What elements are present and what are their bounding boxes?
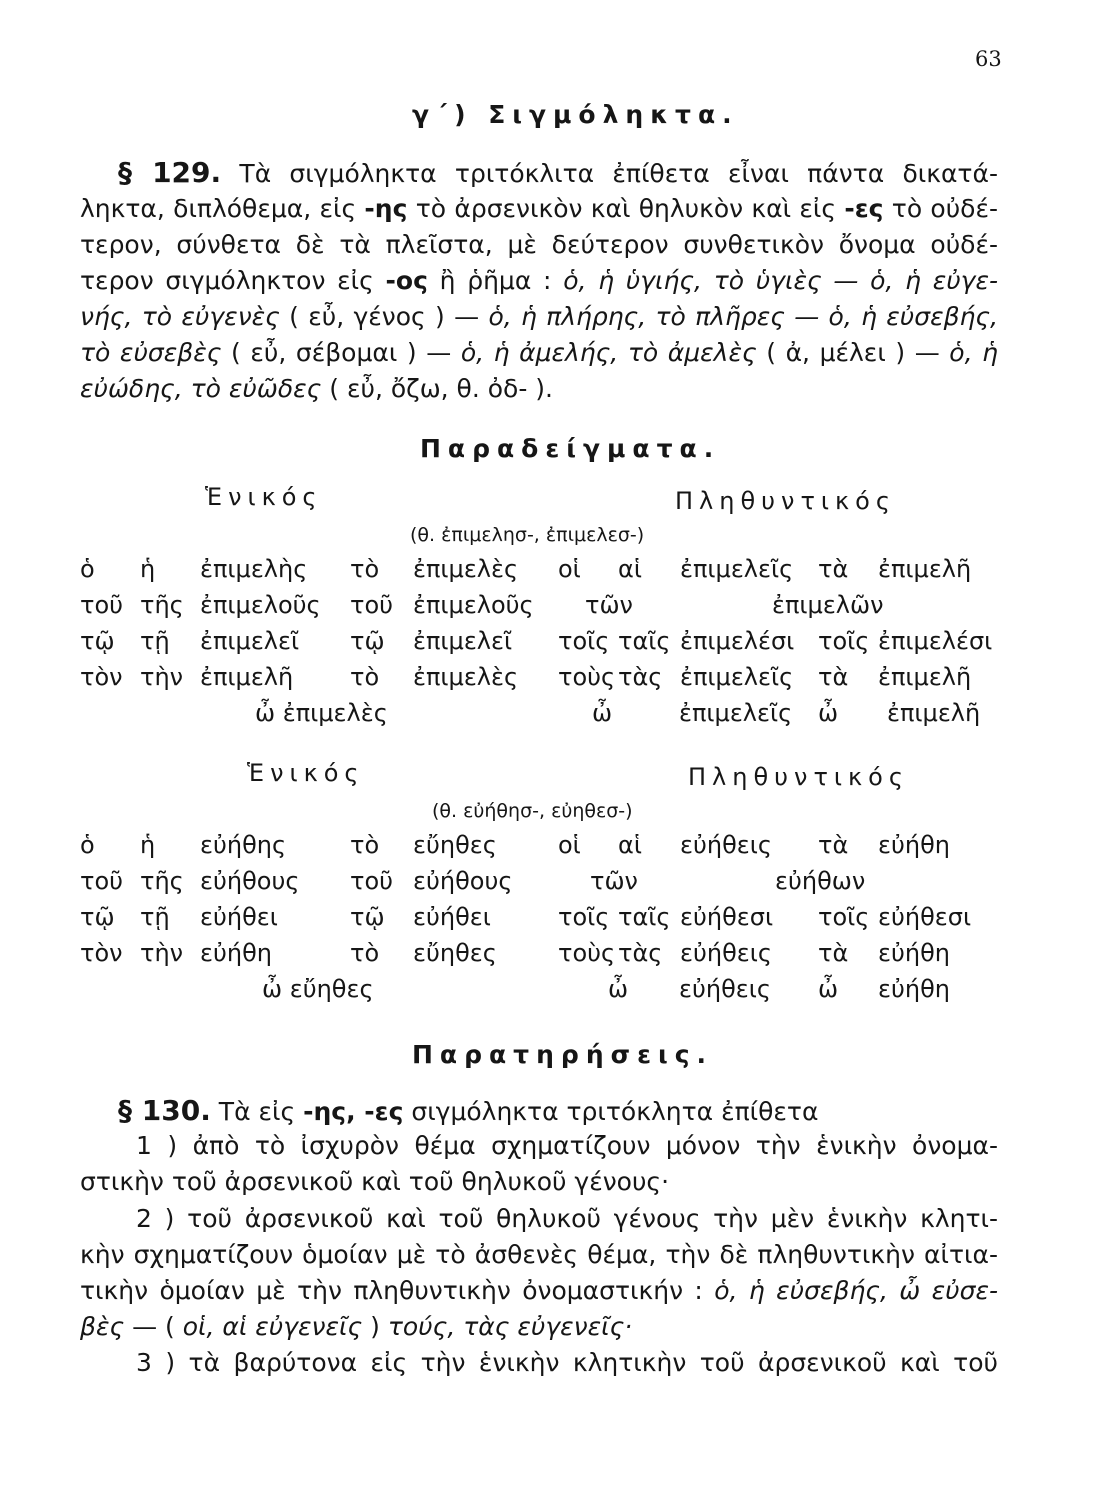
para129-line-6 xyxy=(80,338,998,368)
cell-pl-masc-fem-form: ἐπιμελέσι xyxy=(680,627,795,655)
cell-neut-form: ἐπιμελοῦς xyxy=(413,591,534,619)
cell-pl-masc-article: τῶν xyxy=(585,591,633,619)
cell-pl-fem-article: τὰς xyxy=(618,939,663,967)
cell-pl-neut-article: τὰ xyxy=(818,555,849,583)
text: τικὴν ὁμοίαν μὲ τὴν πληθυντικὴν ὀνομαστικήν : xyxy=(80,1276,715,1305)
cell-pl-masc-fem-form: ἐπιμελεῖς xyxy=(680,663,794,691)
example: ὁ, ἡ ὑγιής, τὸ ὑγιὲς — ὁ, ἡ εὐγε- xyxy=(563,266,999,295)
cell-masc-fem-form: ἐπιμελῆ xyxy=(200,663,294,691)
ending-es: -ες xyxy=(844,194,884,223)
example: τὸ εὐσεβὲς xyxy=(80,338,222,367)
example: οἱ, αἱ εὐγενεῖς xyxy=(182,1312,363,1341)
cell-pl-fem-article: τὰς xyxy=(618,663,663,691)
cell-fem-article: τὴν xyxy=(140,939,184,967)
text: ληκτα, διπλόθεμα, εἰς xyxy=(80,194,365,223)
singular-label: Ἑνικός xyxy=(247,759,365,787)
cell-neut-form: εὔηθες xyxy=(413,831,497,859)
cell-pl-masc-article: τοὺς xyxy=(558,663,616,691)
cell-pl-fem-article: αἱ xyxy=(618,831,642,859)
text: ( ἀ, μέλει ) — xyxy=(756,338,950,367)
cell-pl-masc-fem-form: ἐπιμελῶν xyxy=(772,591,884,619)
cell-neut-article: τοῦ xyxy=(350,591,394,619)
text: ( εὖ, σέβομαι ) — xyxy=(221,338,461,367)
example: εὐώδης, τὸ εὐῶδες xyxy=(80,374,322,403)
vocative-plural-neuter-form: εὐήθη xyxy=(878,975,950,1003)
cell-pl-neut-form: ἐπιμελέσι xyxy=(878,627,993,655)
text: τὸ οὐδέ- xyxy=(883,194,998,223)
cell-pl-masc-fem-form: εὐήθεις xyxy=(680,831,772,859)
ending-os: -ος xyxy=(385,266,428,295)
cell-neut-form: ἐπιμελεῖ xyxy=(413,627,513,655)
cell-pl-masc-fem-form: εὐήθων xyxy=(775,867,866,895)
cell-masc-fem-form: ἐπιμελοῦς xyxy=(200,591,321,619)
vocative-plural-form: ἐπιμελεῖς xyxy=(679,699,793,727)
para130-line-5: κὴν σχηματίζουν ὁμοίαν μὲ τὸ ἀσθενὲς θέμα, τὴν δὲ πληθυντικὴν αἰτια- xyxy=(80,1240,998,1269)
para129-line-1 xyxy=(118,158,998,189)
para130-line-8: 3 ) τὰ βαρύτονα εἰς τὴν ἑνικὴν κλητικὴν τοῦ ἀρσενικοῦ καὶ τοῦ xyxy=(136,1348,998,1377)
cell-neut-form: ἐπιμελὲς xyxy=(413,663,519,691)
example: τούς, τὰς εὐγενεῖς· xyxy=(387,1312,633,1341)
section-heading: γ΄) Σιγμόληκτα. xyxy=(412,100,739,129)
cell-fem-article: τῇ xyxy=(140,627,170,655)
cell-masc-article: τὸν xyxy=(80,663,123,691)
plural-label: Πληθυντικός xyxy=(675,487,896,515)
text: ) xyxy=(362,1312,388,1341)
cell-neut-article: τοῦ xyxy=(350,867,394,895)
text: τὸ ἀρσενικὸν καὶ θηλυκὸν καὶ εἰς xyxy=(407,194,845,223)
examples-heading: Παραδείγματα. xyxy=(420,434,721,463)
cell-pl-masc-article: τοῖς xyxy=(558,903,610,931)
cell-masc-article: τοῦ xyxy=(80,867,124,895)
cell-fem-article: ἡ xyxy=(140,831,156,859)
para129-line-5 xyxy=(80,302,998,332)
cell-pl-neut-form: ἐπιμελῆ xyxy=(878,663,972,691)
cell-neut-article: τὸ xyxy=(350,663,380,691)
cell-pl-masc-article: τοῖς xyxy=(558,627,610,655)
cell-pl-fem-article: ταῖς xyxy=(618,627,671,655)
cell-fem-article: ἡ xyxy=(140,555,156,583)
text: τερον σιγμόληκτον εἰς xyxy=(80,266,386,295)
cell-pl-masc-article: οἱ xyxy=(558,555,581,583)
endings: -ης, -ες xyxy=(303,1097,404,1126)
example: ὁ, ἡ πλήρης, τὸ πλῆρες — ὁ, ἡ εὐσεβής, xyxy=(488,302,999,331)
cell-fem-article: τῆς xyxy=(140,867,184,895)
vocative-plural-article: ὦ xyxy=(608,975,629,1003)
cell-pl-neut-form: ἐπιμελῆ xyxy=(878,555,972,583)
para130-line-3: στικὴν τοῦ ἀρσενικοῦ καὶ τοῦ θηλυκοῦ γένους· xyxy=(80,1167,670,1196)
cell-masc-article: τὸν xyxy=(80,939,123,967)
cell-fem-article: τὴν xyxy=(140,663,184,691)
page-number: 63 xyxy=(975,47,1002,71)
theme-note: (θ. ἐπιμελησ-, ἐπιμελεσ-) xyxy=(410,524,645,546)
cell-pl-masc-article: οἱ xyxy=(558,831,581,859)
para129-line-3: τερον, σύνθετα δὲ τὰ πλεῖστα, μὲ δεύτερον συνθετικὸν ὄνομα οὐδέ- xyxy=(80,230,998,259)
observations-heading: Παρατηρήσεις. xyxy=(412,1040,714,1069)
cell-masc-fem-form: ἐπιμελεῖ xyxy=(200,627,300,655)
cell-pl-neut-article: τοῖς xyxy=(818,903,870,931)
vocative-plural-form: εὐήθεις xyxy=(679,975,771,1003)
para129-line-2 xyxy=(80,194,998,224)
para130-line-7 xyxy=(80,1312,632,1342)
vocative-plural-neuter-article: ὦ xyxy=(818,699,839,727)
cell-pl-neut-article: τοῖς xyxy=(818,627,870,655)
cell-neut-form: εὔηθες xyxy=(413,939,497,967)
cell-neut-form: ἐπιμελὲς xyxy=(413,555,519,583)
cell-masc-fem-form: εὐήθη xyxy=(200,939,272,967)
cell-pl-neut-form: εὐήθεσι xyxy=(878,903,972,931)
para129-text-1: Τὰ σιγμόληκτα τριτόκλιτα ἐπίθετα εἶναι πάντα δικατά- xyxy=(239,159,998,188)
cell-pl-fem-article: αἱ xyxy=(618,555,642,583)
cell-pl-masc-fem-form: εὐήθεσι xyxy=(680,903,774,931)
section-number-129: § 129. xyxy=(118,156,222,189)
text: ( εὖ, γένος ) — xyxy=(279,302,489,331)
text: σιγμόληκτα τριτόκλητα ἐπίθετα xyxy=(403,1097,819,1126)
ending-es: -ης xyxy=(364,194,408,223)
cell-pl-masc-article: τῶν xyxy=(590,867,638,895)
para130-line-2: 1 ) ἀπὸ τὸ ἰσχυρὸν θέμα σχηματίζουν μόνον τὴν ἑνικὴν ὀνομα- xyxy=(136,1131,998,1160)
vocative-plural-article: ὦ xyxy=(592,699,613,727)
text: ἢ ῥῆμα : xyxy=(427,266,564,295)
cell-masc-article: ὁ xyxy=(80,831,95,859)
cell-masc-fem-form: ἐπιμελὴς xyxy=(200,555,308,583)
para129-line-4 xyxy=(80,266,998,296)
cell-pl-neut-article: τὰ xyxy=(818,663,849,691)
cell-neut-form: εὐήθους xyxy=(413,867,513,895)
cell-neut-article: τῷ xyxy=(350,903,385,931)
cell-masc-article: τῷ xyxy=(80,627,115,655)
cell-pl-neut-article: τὰ xyxy=(818,939,849,967)
cell-pl-masc-article: τοὺς xyxy=(558,939,616,967)
example: νής, τὸ εὐγενὲς xyxy=(80,302,280,331)
para129-line-7 xyxy=(80,374,553,404)
text: ( εὖ, ὄζω, θ. ὀδ- ). xyxy=(321,374,554,403)
cell-pl-masc-fem-form: ἐπιμελεῖς xyxy=(680,555,794,583)
cell-pl-neut-form: εὐήθη xyxy=(878,939,950,967)
cell-masc-article: τοῦ xyxy=(80,591,124,619)
cell-masc-fem-form: εὐήθει xyxy=(200,903,278,931)
cell-neut-article: τὸ xyxy=(350,831,380,859)
cell-neut-article: τὸ xyxy=(350,555,380,583)
para130-line-6 xyxy=(80,1276,998,1306)
cell-fem-article: τῇ xyxy=(140,903,170,931)
example: ὁ, ἡ xyxy=(949,338,998,367)
cell-fem-article: τῆς xyxy=(140,591,184,619)
theme-note: (θ. εὐήθησ-, εὐηθεσ-) xyxy=(432,800,633,822)
cell-masc-article: ὁ xyxy=(80,555,95,583)
section-number-130: § 130. xyxy=(118,1094,211,1127)
cell-pl-neut-article: τὰ xyxy=(818,831,849,859)
cell-masc-article: τῷ xyxy=(80,903,115,931)
singular-label: Ἑνικός xyxy=(205,483,323,511)
para130-line-4: 2 ) τοῦ ἀρσενικοῦ καὶ τοῦ θηλυκοῦ γένους τὴν μὲν ἑνικὴν κλητι- xyxy=(136,1204,998,1233)
vocative-singular: ὦ εὔηθες xyxy=(262,975,374,1003)
example: βὲς xyxy=(80,1312,125,1341)
cell-pl-masc-fem-form: εὐήθεις xyxy=(680,939,772,967)
example: ὁ, ἡ εὐσεβής, ὦ εὐσε- xyxy=(714,1276,998,1305)
cell-masc-fem-form: εὐήθης xyxy=(200,831,287,859)
cell-pl-fem-article: ταῖς xyxy=(618,903,671,931)
vocative-plural-neuter-form: ἐπιμελῆ xyxy=(887,699,981,727)
text: — ( xyxy=(124,1312,183,1341)
plural-label: Πληθυντικός xyxy=(688,763,909,791)
text: Τὰ εἰς xyxy=(218,1097,304,1126)
vocative-plural-neuter-article: ὦ xyxy=(818,975,839,1003)
cell-neut-article: τὸ xyxy=(350,939,380,967)
example: ὁ, ἡ ἀμελής, τὸ ἀμελὲς xyxy=(460,338,757,367)
cell-neut-form: εὐήθει xyxy=(413,903,491,931)
cell-neut-article: τῷ xyxy=(350,627,385,655)
vocative-singular: ὦ ἐπιμελὲς xyxy=(255,699,388,727)
cell-pl-neut-form: εὐήθη xyxy=(878,831,950,859)
cell-masc-fem-form: εὐήθους xyxy=(200,867,300,895)
para130-line-1 xyxy=(118,1096,818,1127)
